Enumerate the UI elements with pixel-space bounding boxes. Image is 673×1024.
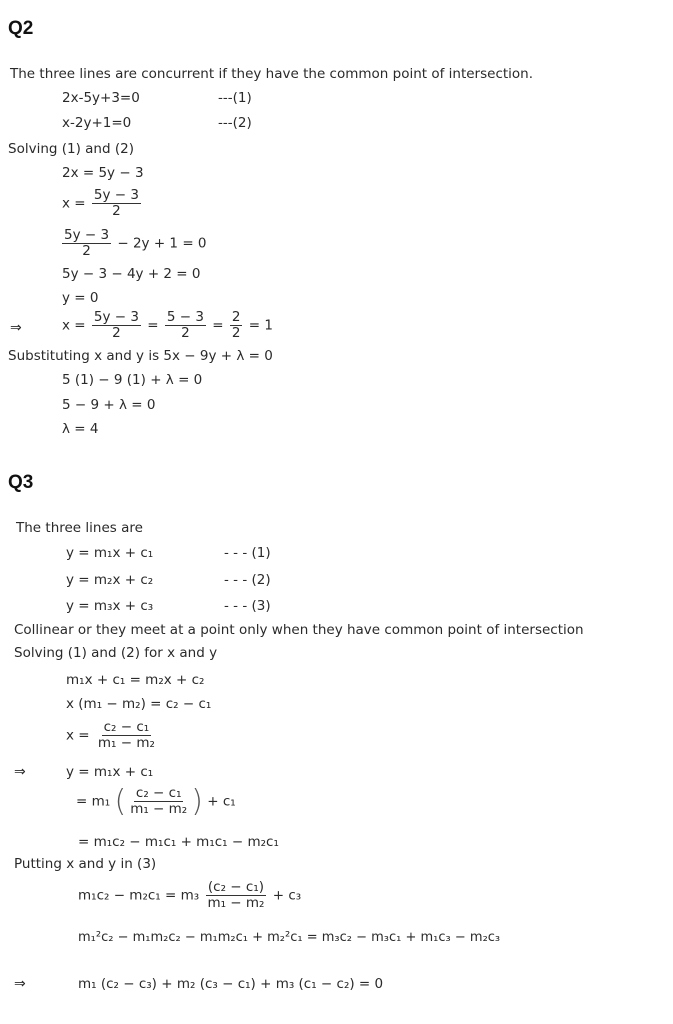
q2-step2-lhs: x =	[62, 195, 86, 212]
q3-step5-rest: + c₁	[207, 793, 236, 810]
fraction-denominator: 2	[82, 243, 91, 259]
q2-step6-lhs: x =	[62, 317, 86, 334]
equals-sign: =	[147, 317, 159, 334]
fraction-numerator: 5 − 3	[166, 309, 204, 325]
q3-final-result: m₁ (c₂ − c₃) + m₂ (c₃ − c₁) + m₃ (c₁ − c₂) = 0	[78, 976, 384, 992]
q3-putting: Putting x and y in (3)	[14, 856, 157, 872]
q3-step7-rest: + c₃	[272, 887, 302, 904]
q2-step3-fraction	[62, 228, 111, 259]
fraction-numerator: 5y − 3	[64, 227, 110, 243]
right-paren-icon: )	[191, 784, 203, 819]
q3-title: Q3	[8, 472, 34, 493]
q3-tag2: - - - (2)	[224, 572, 271, 588]
fraction-denominator: 2	[112, 203, 121, 219]
q2-tag1: ---(1)	[218, 90, 252, 106]
q2-step6-result: = 1	[248, 317, 273, 334]
implies-icon: ⇒	[10, 320, 22, 336]
q2-substituting: Substituting x and y is 5x − 9y + λ = 0	[8, 348, 273, 364]
q3-step7-fraction	[205, 880, 266, 911]
left-paren-icon: (	[114, 784, 127, 819]
q2-step6-fraction-2	[165, 310, 206, 341]
q3-step3-fraction	[96, 720, 157, 751]
q3-step3-lhs: x =	[66, 727, 90, 744]
q3-solving: Solving (1) and (2) for x and y	[14, 645, 218, 661]
implies-icon: ⇒	[14, 976, 26, 992]
q3-tag1: - - - (1)	[224, 545, 271, 561]
fraction-denominator: 2	[112, 325, 121, 341]
q2-tag2: ---(2)	[218, 115, 252, 131]
q3-step1: m₁x + c₁ = m₂x + c₂	[66, 672, 205, 688]
q2-step6-fraction-1	[92, 310, 141, 341]
q2-step4: 5y − 3 − 4y + 2 = 0	[62, 266, 201, 282]
q3-line3: y = m₃x + c₃	[66, 598, 154, 614]
fraction-numerator: (c₂ − c₁)	[207, 879, 265, 895]
q3-step7-lhs: m₁c₂ − m₂c₁ = m₃	[78, 887, 200, 904]
q2-step2-fraction	[92, 188, 141, 219]
q2-step2	[62, 188, 143, 219]
q2-eq1: 2x-5y+3=0	[62, 90, 140, 106]
q2-solving: Solving (1) and (2)	[8, 141, 134, 157]
q3-step2: x (m₁ − m₂) = c₂ − c₁	[66, 696, 212, 712]
fraction-denominator: 2	[181, 325, 190, 341]
q2-step1: 2x = 5y − 3	[62, 165, 144, 181]
equals-sign: =	[212, 317, 224, 334]
fraction-denominator: m₁ − m₂	[97, 735, 155, 751]
q2-step5: y = 0	[62, 290, 99, 306]
q3-collinear: Collinear or they meet at a point only when they have common point of intersection	[14, 622, 584, 638]
q2-step8: 5 − 9 + λ = 0	[62, 397, 156, 413]
q3-tag3: - - - (3)	[224, 598, 271, 614]
q3-step5-fraction	[128, 786, 189, 817]
fraction-numerator: c₂ − c₁	[103, 719, 150, 735]
q3-intro: The three lines are	[16, 520, 143, 536]
q3-step5-lhs: = m₁	[76, 793, 111, 810]
q3-step5	[76, 784, 236, 819]
q2-step6	[62, 310, 273, 341]
q2-eq2: x-2y+1=0	[62, 115, 132, 131]
q2-step6-fraction-3	[230, 310, 243, 341]
q2-step3-rest: − 2y + 1 = 0	[117, 235, 207, 252]
fraction-numerator: c₂ − c₁	[135, 785, 182, 801]
q2-title: Q2	[8, 18, 34, 39]
fraction-denominator: m₁ − m₂	[207, 895, 265, 911]
q3-step7	[78, 880, 301, 911]
fraction-numerator: 5y − 3	[93, 309, 139, 325]
q3-step8: m₁²c₂ − m₁m₂c₂ − m₁m₂c₁ + m₂²c₁ = m₃c₂ − m₃c₁ + m₁c₃ − m₂c₃	[78, 930, 501, 945]
fraction-denominator: 2	[231, 325, 241, 341]
q3-step4: y = m₁x + c₁	[66, 764, 154, 780]
fraction-numerator: 5y − 3	[93, 187, 139, 203]
q3-step6: = m₁c₂ − m₁c₁ + m₁c₁ − m₂c₁	[78, 834, 279, 850]
q3-step3	[66, 720, 159, 751]
q2-intro: The three lines are concurrent if they have the common point of intersection.	[10, 66, 534, 82]
q2-step9: λ = 4	[62, 421, 99, 437]
implies-icon: ⇒	[14, 764, 26, 780]
q3-line1: y = m₁x + c₁	[66, 545, 154, 561]
fraction-numerator: 2	[231, 309, 241, 325]
q2-step7: 5 (1) − 9 (1) + λ = 0	[62, 372, 203, 388]
fraction-denominator: m₁ − m₂	[130, 801, 188, 817]
q3-line2: y = m₂x + c₂	[66, 572, 154, 588]
q2-step3	[60, 228, 207, 259]
